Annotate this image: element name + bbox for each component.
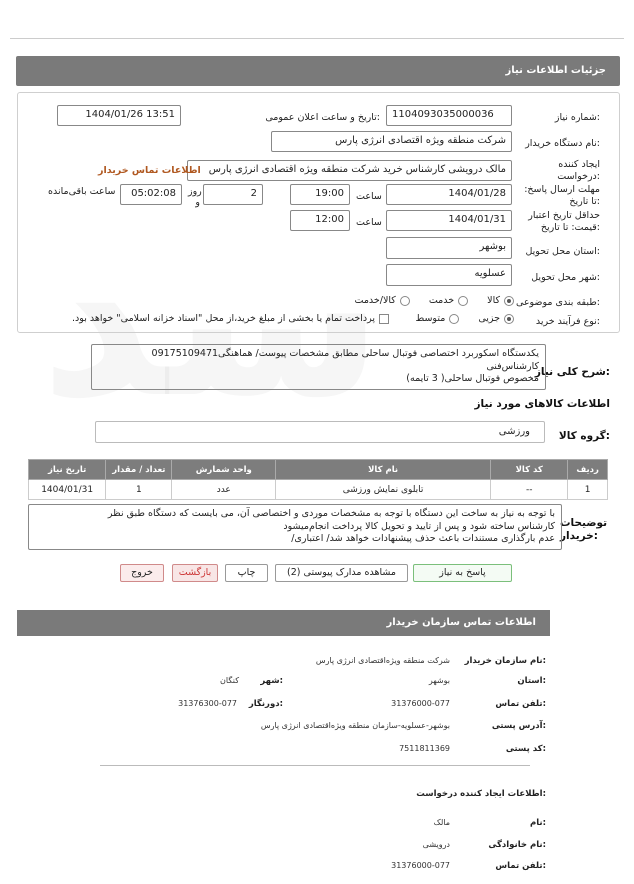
buyer-org-field[interactable]: شرکت منطقه ویژه اقتصادی انرژی پارس — [271, 131, 512, 152]
notes-box — [28, 504, 562, 550]
reply-button[interactable]: پاسخ به نیاز — [413, 564, 512, 582]
remaining-label: ساعت باقی‌مانده — [48, 186, 116, 197]
goods-group-field[interactable]: ورزشی — [95, 421, 545, 443]
need-number-label: شماره نیاز: — [554, 112, 600, 123]
treasury-payment-option[interactable]: پرداخت تمام یا بخشی از مبلغ خرید،از محل "اسناد خزانه اسلامی" خواهد بود. — [72, 313, 389, 324]
city-field[interactable]: عسلویه — [386, 264, 512, 286]
notes-line-2: کارشناس ساخته شود و پس از تایید و تحویل کالا پرداخت انجام‌میشود — [283, 520, 555, 532]
summary-line-3: مخصوص فوتبال ساحلی( 3 تایمه) — [406, 373, 539, 384]
cell-unit: عدد — [172, 480, 276, 500]
radio-icon — [458, 296, 468, 306]
table-row[interactable] — [29, 480, 608, 500]
creator-label: ایجاد کننده درخواست: — [557, 159, 600, 182]
notes-label: توضیحات خریدار: — [560, 517, 608, 542]
category-radio-group — [339, 295, 515, 309]
top-divider — [10, 38, 624, 39]
category-option-service[interactable]: خدمت — [429, 295, 468, 306]
cell-qty: 1 — [106, 480, 172, 500]
city-label: شهر محل تحویل: — [531, 272, 600, 283]
exit-button[interactable]: خروج — [120, 564, 164, 582]
back-button[interactable]: بازگشت — [172, 564, 218, 582]
contact-phone-label: تلفن تماس: — [495, 699, 546, 709]
print-button[interactable]: چاپ — [225, 564, 268, 582]
contact-address-value: بوشهر-عسلویه-سازمان منطقه ویژه‌اقتصادی انرژی پارس — [260, 721, 450, 730]
col-code: کد کالا — [491, 460, 568, 480]
notes-line-1: با توجه به نیاز به ساخت این دستگاه با توجه به مشخصات موردی و اختصاصی آن، می بایست که دستگاه طبق نظر — [107, 508, 555, 519]
category-option-both[interactable]: کالا/خدمت — [355, 295, 410, 306]
creator-family-label: نام خانوادگی: — [488, 840, 546, 850]
goods-section-title: اطلاعات کالاهای مورد نیاز — [474, 398, 610, 410]
cell-code: -- — [491, 480, 568, 500]
contact-fax-label: دورنگار: — [248, 699, 283, 709]
category-option-goods[interactable]: کالا — [487, 295, 514, 306]
radio-selected-icon — [504, 296, 514, 306]
contact-province-value: بوشهر — [428, 676, 450, 685]
buyer-org-label: نام دستگاه خریدار: — [525, 138, 600, 149]
cell-row: 1 — [568, 480, 608, 500]
goods-group-label: گروه کالا: — [558, 430, 610, 442]
creator-phone-value: 31376000-077 — [391, 861, 450, 870]
contact-postal-value: 7511811369 — [399, 744, 450, 753]
page-header — [16, 56, 620, 86]
radio-icon — [400, 296, 410, 306]
creator-info-title: اطلاعات ایجاد کننده درخواست: — [416, 789, 546, 799]
attachments-button[interactable]: مشاهده مدارک پیوستی (2) — [275, 564, 408, 582]
deadline-date-field[interactable]: 1404/01/28 — [386, 184, 512, 205]
contact-fax-value: 31376300-077 — [178, 699, 237, 708]
col-name: نام کالا — [276, 460, 491, 480]
cell-date: 1404/01/31 — [29, 480, 106, 500]
page-title: جزئیات اطلاعات نیاز — [505, 65, 606, 76]
process-radio-group — [399, 313, 514, 327]
deadline-time-label: ساعت — [356, 191, 382, 202]
buyer-contact-link[interactable]: اطلاعات تماس خریدار — [98, 165, 201, 176]
col-row: ردیف — [568, 460, 608, 480]
cell-name: تابلوی نمایش ورزشی — [276, 480, 491, 500]
need-number-field[interactable]: 1104093035000036 — [386, 105, 512, 126]
contact-phone-value: 31376000-077 — [391, 699, 450, 708]
contact-org-label: نام سازمان خریدار: — [464, 656, 546, 666]
creator-phone-label: تلفن تماس: — [495, 861, 546, 871]
col-unit: واحد شمارش — [172, 460, 276, 480]
contact-province-label: استان: — [517, 676, 546, 686]
radio-icon — [449, 314, 459, 324]
announce-label: تاریخ و ساعت اعلان عمومی: — [265, 112, 380, 123]
remaining-time-field[interactable]: 05:02:08 — [120, 184, 182, 205]
summary-line-2: کارشناس‌فنی — [486, 360, 539, 372]
contact-divider — [100, 765, 530, 766]
days-label: روز و — [188, 186, 202, 208]
validity-date-field[interactable]: 1404/01/31 — [386, 210, 512, 231]
creator-family-value: درویشی — [422, 840, 450, 849]
validity-time-field[interactable]: 12:00 — [290, 210, 350, 231]
summary-box — [91, 344, 546, 390]
summary-label: شرح کلی نیاز: — [534, 366, 610, 378]
col-qty: تعداد / مقدار — [106, 460, 172, 480]
checkbox-icon — [379, 314, 389, 324]
radio-selected-icon — [504, 314, 514, 324]
col-date: تاریخ نیاز — [29, 460, 106, 480]
contact-org-value: شرکت منطقه ویژه‌اقتصادی انرژی پارس — [315, 656, 450, 665]
creator-name-value: مالک — [433, 818, 450, 827]
contact-header — [17, 610, 550, 636]
deadline-label: مهلت ارسال پاسخ: تا تاریخ: — [524, 184, 600, 207]
creator-field[interactable]: مالک درویشی کارشناس خرید شرکت منطقه ویژه اقتصادی انرژی پارس — [187, 160, 512, 181]
table-header-row — [29, 460, 608, 480]
notes-line-3: عدم بارگذاری مستندات باعث حذف پیشنهادات خواهد شد/ اعتباری/ — [291, 533, 555, 544]
days-field[interactable]: 2 — [203, 184, 263, 205]
creator-name-label: نام: — [529, 818, 546, 828]
province-label: استان محل تحویل: — [525, 246, 600, 257]
validity-time-label: ساعت — [356, 217, 382, 228]
category-label: طبقه بندی موضوعی: — [515, 297, 600, 308]
contact-city-value: کنگان — [220, 676, 239, 685]
contact-city-label: شهر: — [260, 676, 283, 686]
announce-field[interactable]: 1404/01/26 13:51 — [57, 105, 181, 126]
contact-postal-label: کد پستی: — [505, 744, 546, 754]
process-label: نوع فرآیند خرید: — [535, 316, 600, 327]
province-field[interactable]: بوشهر — [386, 237, 512, 259]
validity-label: حداقل تاریخ اعتبار قیمت: تا تاریخ: — [528, 210, 600, 233]
process-option-medium[interactable]: متوسط — [415, 313, 459, 324]
process-option-minor[interactable]: جزیی — [478, 313, 514, 324]
contact-address-label: آدرس پستی: — [491, 721, 546, 731]
goods-table — [28, 459, 608, 500]
summary-line-1: یکدستگاه اسکوربرد اختصاصی فوتبال ساحلی مطابق مشخصات پیوست/ هماهنگی09175109471 — [151, 348, 539, 359]
deadline-time-field[interactable]: 19:00 — [290, 184, 350, 205]
contact-title: اطلاعات تماس سازمان خریدار — [386, 617, 536, 628]
